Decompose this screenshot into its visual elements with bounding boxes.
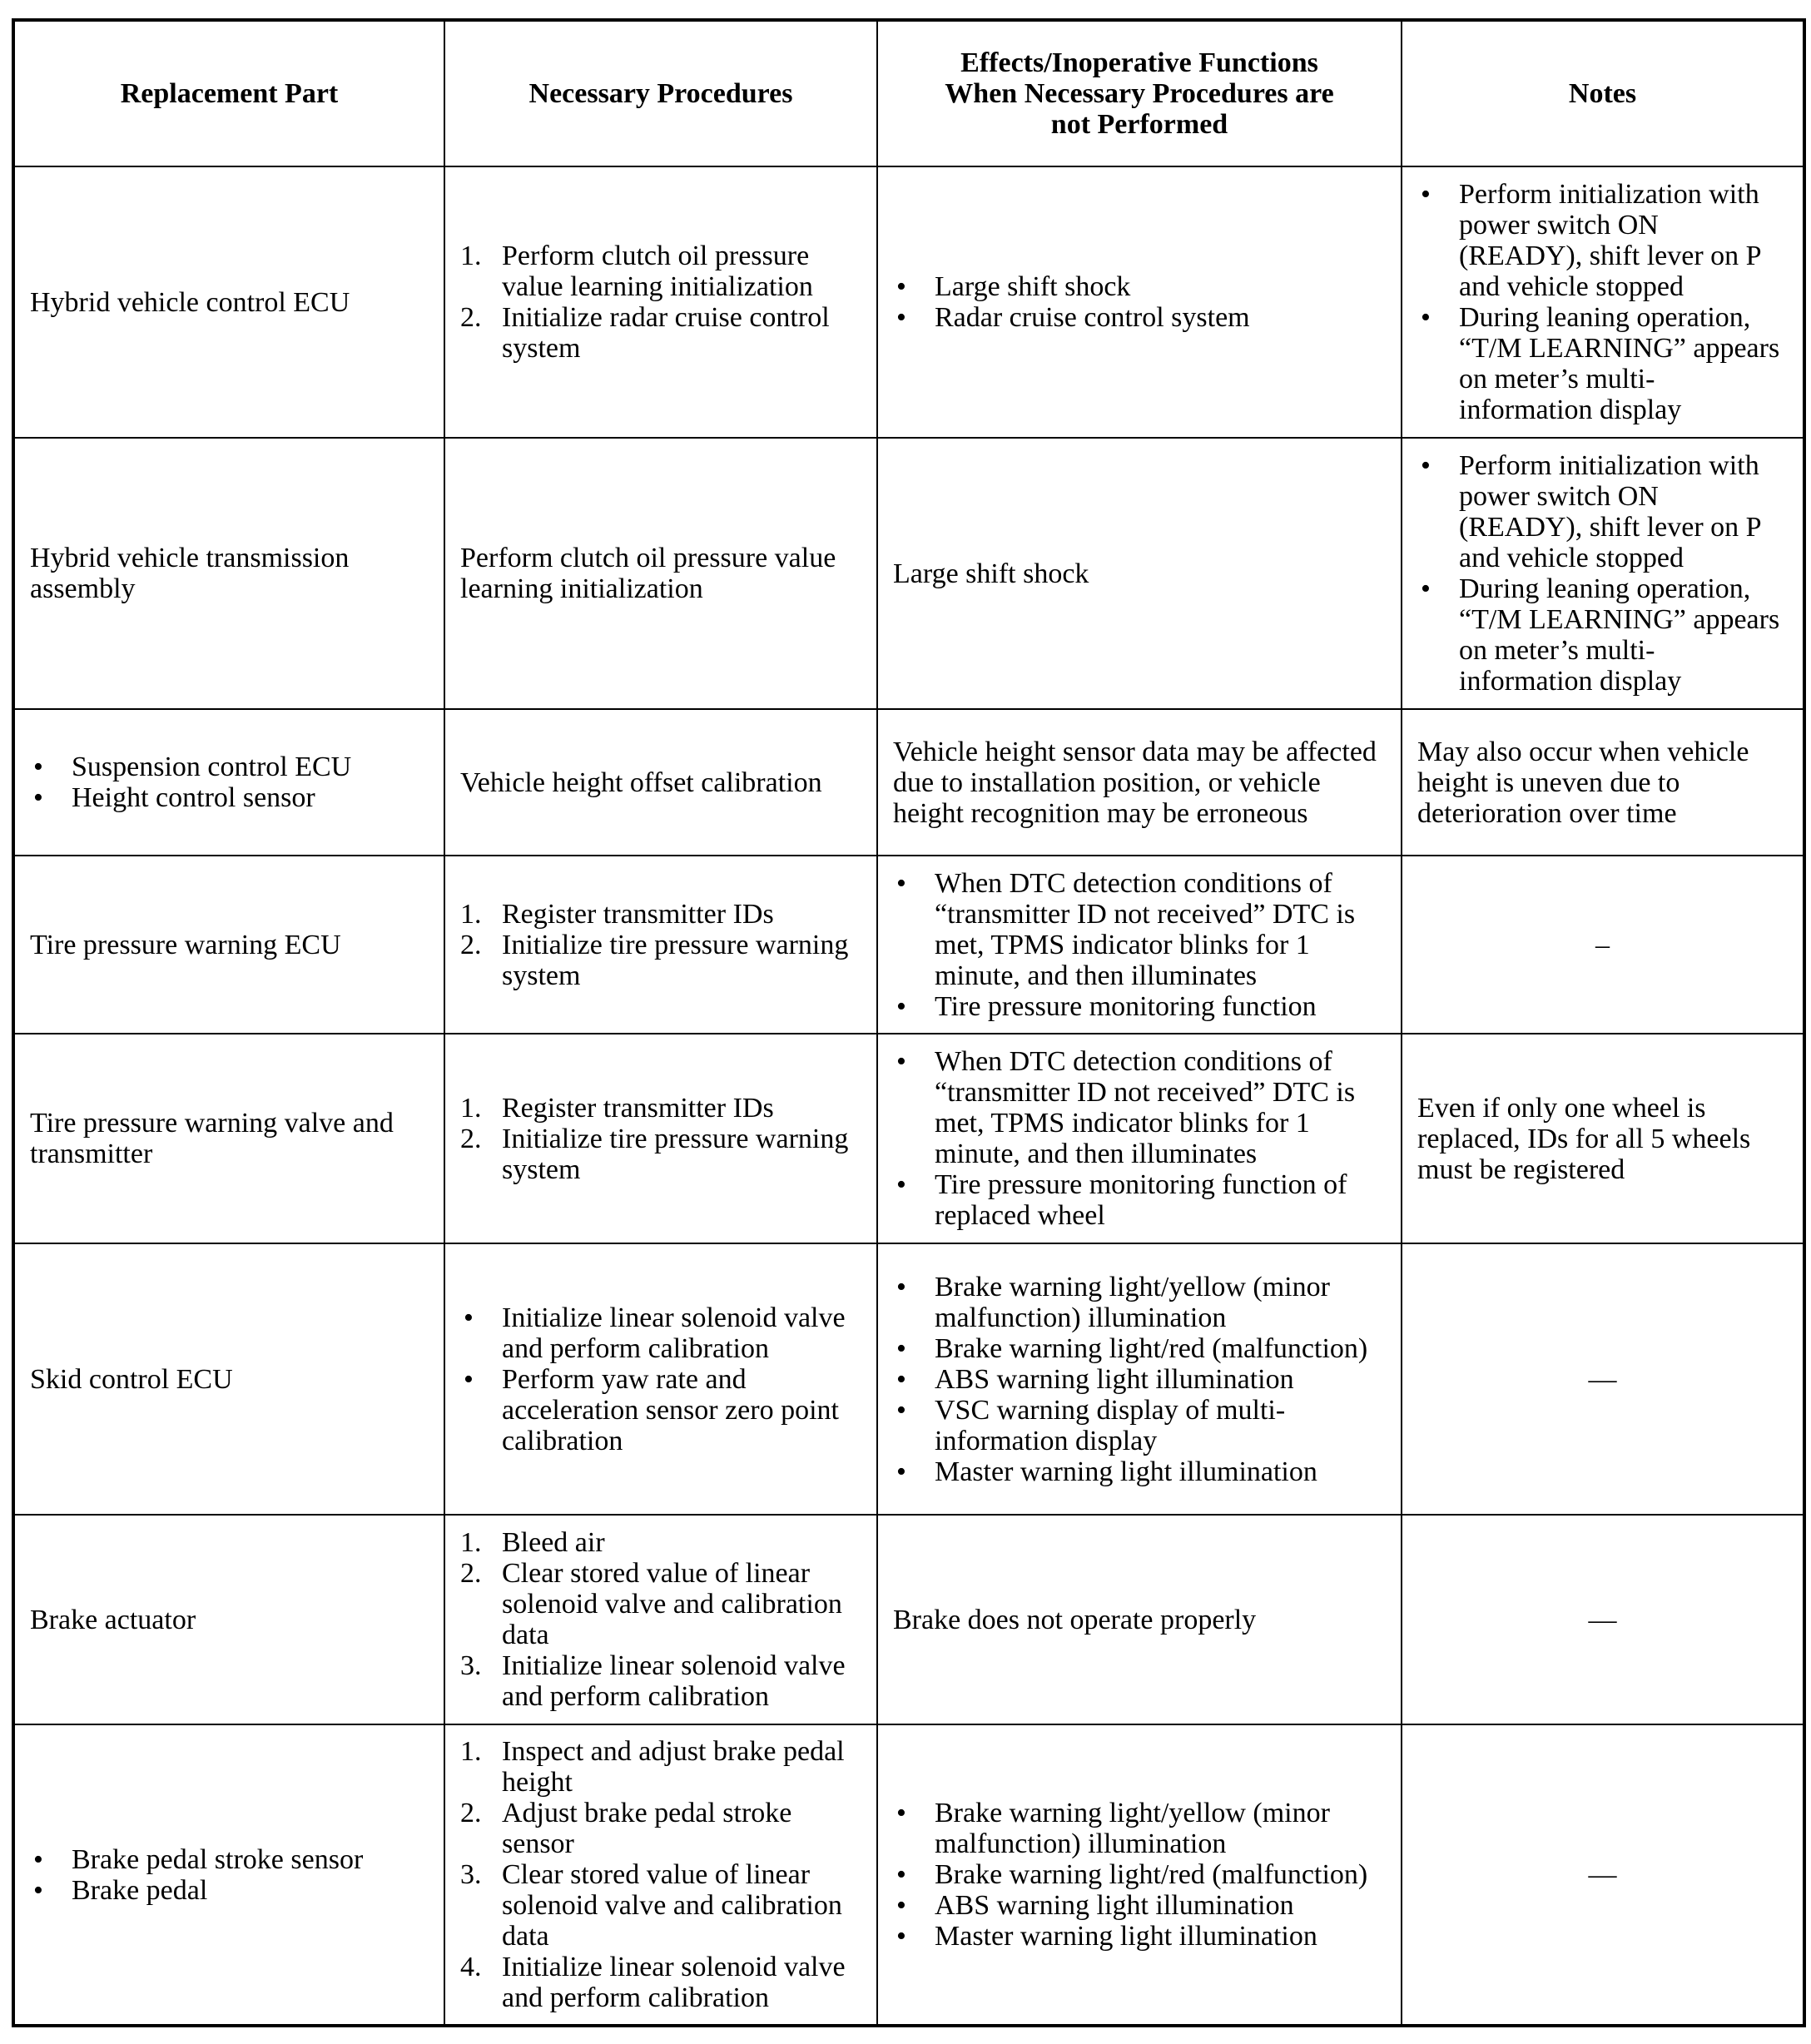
part-cell: Skid control ECU xyxy=(13,1243,444,1515)
list-item xyxy=(460,1650,861,1712)
step-text: Initialize linear solenoid valve and perform calibration xyxy=(502,1650,846,1712)
step-number: 1. xyxy=(460,241,482,271)
list-item: • Radar cruise control system xyxy=(893,302,1386,333)
list-item: • Master warning light illumination xyxy=(893,1456,1386,1487)
procedures-cell xyxy=(444,856,877,1034)
list-item: • Brake warning light/red (malfunction) xyxy=(893,1859,1386,1890)
list-item: • During leaning operation, “T/M LEARNING” appears on meter’s multi-information display xyxy=(1417,302,1788,425)
notes-cell: — xyxy=(1402,1515,1804,1724)
table-row xyxy=(13,1724,1804,2026)
step-text: Initialize tire pressure warning system xyxy=(502,1123,849,1185)
list-item: • ABS warning light illumination xyxy=(893,1364,1386,1395)
effects-cell xyxy=(877,1243,1402,1515)
effects-cell xyxy=(877,1724,1402,2026)
header-replacement-part: Replacement Part xyxy=(13,20,444,166)
step-number: 3. xyxy=(460,1859,482,1890)
procedures-cell: Vehicle height offset calibration xyxy=(444,709,877,856)
list-item xyxy=(460,1798,861,1859)
effects-cell xyxy=(877,856,1402,1034)
effects-cell xyxy=(877,1034,1402,1243)
list-item: • Master warning light illumination xyxy=(893,1921,1386,1952)
step-text: Register transmitter IDs xyxy=(502,1092,774,1124)
table-row xyxy=(13,1034,1804,1243)
effects-cell: Brake does not operate properly xyxy=(877,1515,1402,1724)
step-text: Clear stored value of linear solenoid valve and calibration data xyxy=(502,1558,842,1650)
step-text: Initialize linear solenoid valve and perform calibration xyxy=(502,1952,846,2013)
step-number: 2. xyxy=(460,302,482,333)
procedures-cell xyxy=(444,1034,877,1243)
list-item: • Tire pressure monitoring function of replaced wheel xyxy=(893,1169,1386,1231)
procedures-cell: Perform clutch oil pressure value learning initialization xyxy=(444,438,877,709)
step-number: 1. xyxy=(460,1092,482,1124)
notes-cell xyxy=(1402,438,1804,709)
list-item: • Tire pressure monitoring function xyxy=(893,991,1386,1022)
list-item: • When DTC detection conditions of “transmitter ID not received” DTC is met, TPMS indicator blinks for 1 minute, and then illuminates xyxy=(893,1046,1386,1169)
effects-cell xyxy=(877,166,1402,438)
step-text: Bleed air xyxy=(502,1527,605,1558)
part-cell: Tire pressure warning valve and transmitter xyxy=(13,1034,444,1243)
procedures-cell xyxy=(444,1724,877,2026)
procedures-cell xyxy=(444,1243,877,1515)
notes-cell: — xyxy=(1402,1724,1804,2026)
notes-cell xyxy=(1402,166,1804,438)
list-item: • Perform initialization with power switch ON (READY), shift lever on P and vehicle stopped xyxy=(1417,179,1788,302)
part-cell xyxy=(13,709,444,856)
step-number: 2. xyxy=(460,929,482,960)
list-item: • Perform initialization with power switch ON (READY), shift lever on P and vehicle stopped xyxy=(1417,450,1788,573)
list-item: • When DTC detection conditions of “transmitter ID not received” DTC is met, TPMS indicator blinks for 1 minute, and then illuminates xyxy=(893,868,1386,991)
step-number: 3. xyxy=(460,1650,482,1681)
step-text: Initialize radar cruise control system xyxy=(502,302,830,364)
list-item: • Brake pedal stroke sensor xyxy=(30,1844,429,1875)
part-cell: Hybrid vehicle transmission assembly xyxy=(13,438,444,709)
step-text: Adjust brake pedal stroke sensor xyxy=(502,1798,792,1859)
list-item xyxy=(460,302,861,364)
step-number: 1. xyxy=(460,1527,482,1558)
list-item: • Brake warning light/red (malfunction) xyxy=(893,1333,1386,1364)
list-item xyxy=(460,1527,861,1558)
list-item: • During leaning operation, “T/M LEARNING” appears on meter’s multi-information display xyxy=(1417,573,1788,697)
table-header-row xyxy=(13,20,1804,166)
step-text: Clear stored value of linear solenoid valve and calibration data xyxy=(502,1859,842,1952)
list-item xyxy=(460,930,861,991)
header-effects: Effects/Inoperative Functions When Necessary Procedures are not Performed xyxy=(877,20,1402,166)
step-text: Inspect and adjust brake pedal height xyxy=(502,1736,845,1798)
notes-cell: – xyxy=(1402,856,1804,1034)
header-necessary-procedures: Necessary Procedures xyxy=(444,20,877,166)
notes-cell: — xyxy=(1402,1243,1804,1515)
step-number: 1. xyxy=(460,898,482,930)
effects-cell: Vehicle height sensor data may be affected due to installation position, or vehicle height recognition may be erroneous xyxy=(877,709,1402,856)
effects-cell: Large shift shock xyxy=(877,438,1402,709)
table-row xyxy=(13,709,1804,856)
table-row xyxy=(13,166,1804,438)
table-row xyxy=(13,1515,1804,1724)
list-item xyxy=(460,1558,861,1650)
notes-cell: May also occur when vehicle height is uneven due to deterioration over time xyxy=(1402,709,1804,856)
list-item: • VSC warning display of multi-information display xyxy=(893,1395,1386,1456)
part-cell: Hybrid vehicle control ECU xyxy=(13,166,444,438)
table-row xyxy=(13,856,1804,1034)
part-cell: Tire pressure warning ECU xyxy=(13,856,444,1034)
list-item xyxy=(460,241,861,302)
list-item: • Brake pedal xyxy=(30,1875,429,1906)
document-page xyxy=(12,18,1803,2027)
list-item: • Large shift shock xyxy=(893,271,1386,302)
list-item xyxy=(460,899,861,930)
step-number: 2. xyxy=(460,1558,482,1589)
list-item: • Initialize linear solenoid valve and perform calibration xyxy=(460,1302,861,1364)
procedures-cell xyxy=(444,1515,877,1724)
table-row xyxy=(13,1243,1804,1515)
part-cell xyxy=(13,1724,444,2026)
list-item: • Brake warning light/yellow (minor malfunction) illumination xyxy=(893,1798,1386,1859)
step-number: 1. xyxy=(460,1736,482,1767)
table-row xyxy=(13,438,1804,709)
procedures-cell xyxy=(444,166,877,438)
list-item xyxy=(460,1736,861,1798)
header-notes: Notes xyxy=(1402,20,1804,166)
list-item: • ABS warning light illumination xyxy=(893,1890,1386,1921)
list-item: • Height control sensor xyxy=(30,782,429,813)
list-item xyxy=(460,1859,861,1952)
step-text: Register transmitter IDs xyxy=(502,898,774,930)
step-number: 4. xyxy=(460,1952,482,1982)
notes-cell: Even if only one wheel is replaced, IDs for all 5 wheels must be registered xyxy=(1402,1034,1804,1243)
list-item: • Perform yaw rate and acceleration sensor zero point calibration xyxy=(460,1364,861,1456)
list-item xyxy=(460,1124,861,1185)
step-text: Initialize tire pressure warning system xyxy=(502,929,849,991)
step-text: Perform clutch oil pressure value learning initialization xyxy=(502,241,813,302)
step-number: 2. xyxy=(460,1123,482,1154)
part-cell: Brake actuator xyxy=(13,1515,444,1724)
step-number: 2. xyxy=(460,1798,482,1828)
list-item xyxy=(460,1952,861,2013)
list-item xyxy=(460,1093,861,1124)
list-item: • Brake warning light/yellow (minor malfunction) illumination xyxy=(893,1272,1386,1333)
list-item: • Suspension control ECU xyxy=(30,752,429,782)
replacement-procedures-table xyxy=(12,18,1806,2027)
